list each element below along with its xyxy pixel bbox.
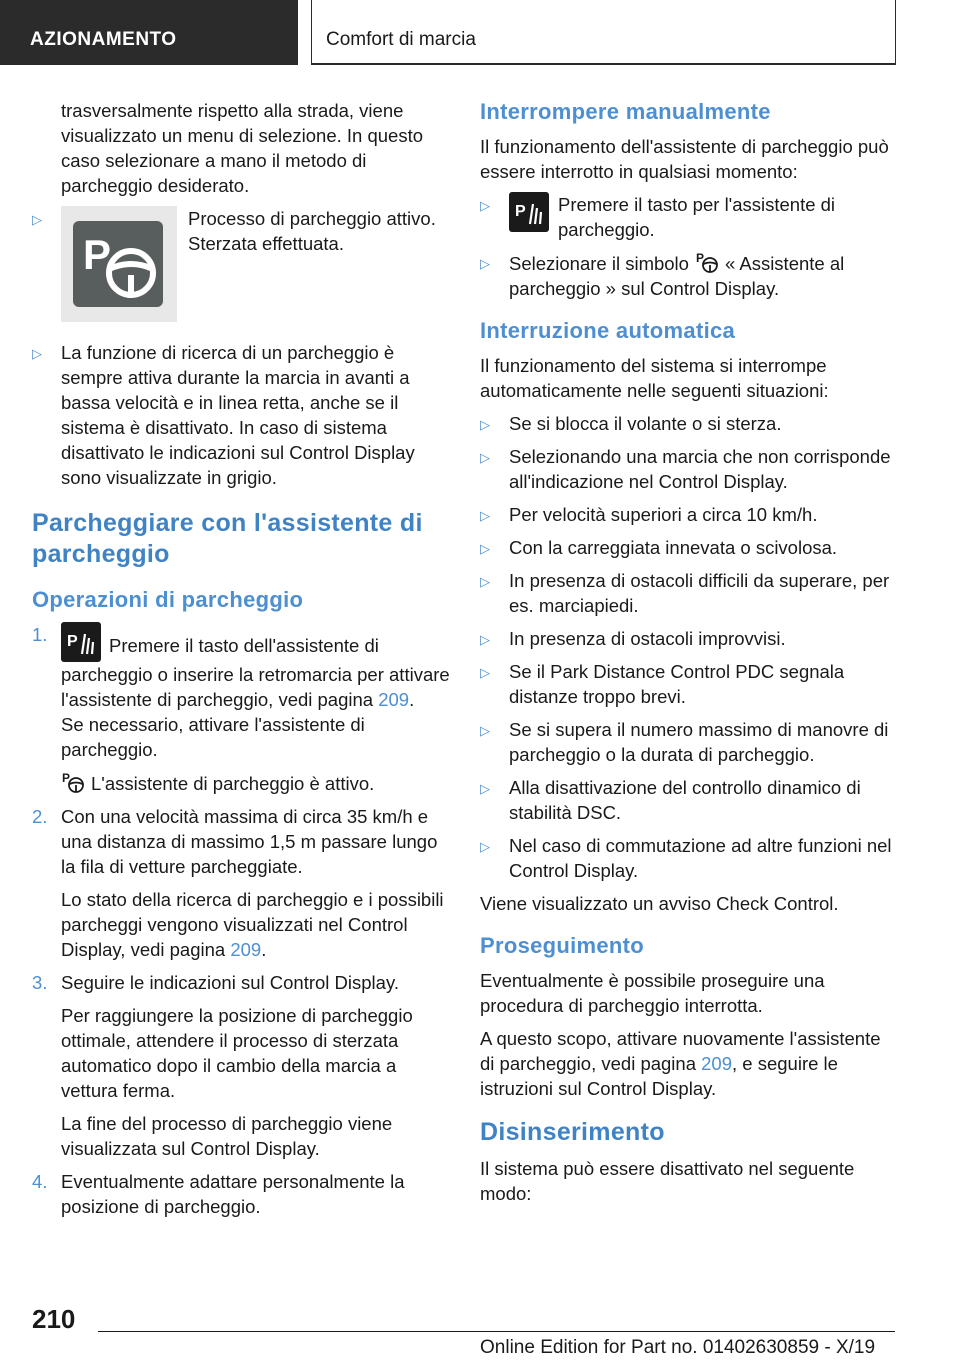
list-item: ▷ Se si supera il numero massimo di manovre di parcheggio o la durata di parcheggio. (480, 719, 889, 765)
step-2 (32, 804, 450, 962)
svg-text:P: P (515, 203, 526, 220)
step-extra: Se necessario, attivare l'assistente di parcheggio. (61, 714, 365, 760)
section-heading-off: Disinserimento (480, 1118, 665, 1146)
subsection-heading-manual: Interrompere manualmente (480, 99, 771, 124)
list-item: ▷ In presenza di ostacoli difficili da superare, per es. marciapiedi. (480, 570, 890, 616)
right-column (480, 98, 898, 1214)
auto-intro: Il funzionamento del sistema si interrompe automaticamente nelle seguenti situazioni: (480, 355, 829, 401)
list-item: ▷ Per velocità superiori a circa 10 km/h. (480, 502, 898, 527)
triangle-right-icon: ▷ (480, 632, 490, 647)
subsection-heading: Operazioni di parcheggio (32, 587, 304, 612)
list-item: ▷ In presenza di ostacoli improvvisi. (480, 626, 898, 651)
manual-intro: Il funzionamento dell'assistente di parcheggio può essere interrotto in qualsiasi momento: (480, 136, 889, 182)
list-item-text: La funzione di ricerca di un parcheggio è sempre attiva durante la marcia in avanti a bassa velocità e in linea retta, anche se il sistema è disattivato. In caso di sistema disattivato le indicazioni sul Control Display sono visualizzate in grigio. (61, 342, 415, 488)
step-extra2: La fine del processo di parcheggio viene visualizzata sul Control Display. (61, 1113, 393, 1159)
page-link[interactable]: 209 (230, 939, 262, 960)
list-item (32, 340, 450, 490)
triangle-right-icon: ▷ (480, 450, 490, 465)
list-item-icon (32, 206, 450, 326)
continue-p2: A questo scopo, attivare nuovamente l'assistente di parcheggio, vedi pagina 209, e seguire le istruzioni sul Control Display. (480, 1028, 881, 1099)
page-link[interactable]: 209 (701, 1053, 733, 1074)
step-number: 1. (32, 624, 48, 645)
triangle-right-icon: ▷ (480, 574, 490, 589)
triangle-right-icon: ▷ (480, 508, 490, 523)
triangle-right-icon: ▷ (480, 665, 490, 680)
header-section-label: AZIONAMENTO (30, 29, 177, 50)
step-number: 3. (32, 972, 48, 993)
step-text: Con una velocità massima di circa 35 km/h e una distanza di massimo 1,5 m passare lungo la fila di vetture parcheggiate. (61, 806, 438, 877)
triangle-right-icon: ▷ (480, 839, 490, 854)
list-item: ▷ Con la carreggiata innevata o scivolosa. (480, 535, 898, 560)
triangle-right-icon: ▷ (32, 346, 42, 361)
triangle-right-icon: ▷ (480, 198, 490, 213)
subsection-heading-continue: Proseguimento (480, 933, 645, 958)
park-assist-button-icon (61, 622, 101, 662)
page-number: 210 (32, 1304, 76, 1334)
list-item: ▷ Selezionare il simbolo « Assistente al parcheggio » sul Control Display. (480, 250, 898, 301)
header-chapter-tab (311, 0, 896, 65)
page-link[interactable]: 209 (378, 689, 410, 710)
continue-p1: Eventualmente è possibile proseguire una procedura di parcheggio interrotta. (480, 970, 825, 1016)
list-item: ▷ Se il Park Distance Control PDC segnala distanze troppo brevi. (480, 661, 845, 707)
step-text: Premere il tasto dell'assistente di parcheggio o inserire la retromarcia per attivare l'assistente di parcheggio, vedi pagina (61, 635, 450, 710)
header-chapter-label: Comfort di marcia (326, 29, 476, 50)
triangle-right-icon: ▷ (480, 781, 490, 796)
left-column (32, 98, 450, 1227)
parking-steering-wheel-icon (695, 250, 719, 274)
step-text: Eventualmente adattare personalmente la posizione di parcheggio. (61, 1171, 405, 1217)
triangle-right-icon: ▷ (480, 417, 490, 432)
park-assist-button-icon (509, 192, 549, 232)
list-item: ▷ Alla disattivazione del controllo dinamico di stabilità DSC. (480, 777, 861, 823)
triangle-right-icon: ▷ (480, 723, 490, 738)
step-extra: Lo stato della ricerca di parcheggio e i possibili parcheggi vengono visualizzati nel Control Display, vedi pagina 209. (61, 889, 444, 960)
step-text: Seguire le indicazioni sul Control Display. (61, 972, 399, 993)
header-section-tab (0, 0, 298, 65)
auto-outro: Viene visualizzato un avviso Check Control. (480, 893, 839, 914)
triangle-right-icon: ▷ (32, 212, 42, 227)
off-paragraph: Il sistema può essere disattivato nel seguente modo: (480, 1158, 855, 1204)
step-extra2: L'assistente di parcheggio è attivo. (61, 770, 450, 796)
svg-text:P: P (83, 231, 112, 278)
list-item (480, 192, 898, 242)
intro-paragraph: trasversalmente rispetto alla strada, viene visualizzato un menu di selezione. In questo caso selezionare a mano il metodo di parcheggio desiderato. (61, 100, 423, 196)
list-item: ▷ Nel caso di commutazione ad altre funzioni nel Control Display. (480, 835, 892, 881)
list-item: ▷ Selezionando una marcia che non corrisponde all'indicazione nel Control Display. (480, 446, 891, 492)
section-heading: Parcheggiare con l'assistente di parcheggio (32, 509, 423, 568)
list-item-text: Premere il tasto per l'assistente di parcheggio. (558, 194, 836, 240)
step-extra: Per raggiungere la posizione di parcheggio ottimale, attendere il processo di sterzata automatico dopo il cambio della marcia a vettura ferma. (61, 1005, 413, 1101)
subsection-heading-auto: Interruzione automatica (480, 318, 736, 343)
footer-edition: Online Edition for Part no. 01402630859 - X/19 (480, 1337, 876, 1358)
icon-caption: Processo di parcheggio attivo. Sterzata effettuata. (188, 208, 436, 254)
step-4 (32, 1169, 450, 1219)
footer-divider (98, 1331, 895, 1332)
step-3 (32, 970, 450, 1161)
triangle-right-icon: ▷ (480, 541, 490, 556)
step-number: 2. (32, 806, 48, 827)
parking-steering-wheel-icon (61, 206, 177, 322)
parking-steering-wheel-icon (61, 770, 85, 794)
step-number: 4. (32, 1171, 48, 1192)
svg-text:P: P (67, 633, 78, 650)
triangle-right-icon: ▷ (480, 256, 490, 271)
step-1: 1. P Premere il tasto dell'assistente di parcheggio o inserire la retromarcia per attivare l'assistente di parcheggio, vedi pagina 209. Se necessario, attivare l'assistente di parcheggio. L'assistente di parcheggio è attivo. (32, 624, 450, 794)
list-item: ▷ Se si blocca il volante o si sterza. (480, 411, 898, 436)
